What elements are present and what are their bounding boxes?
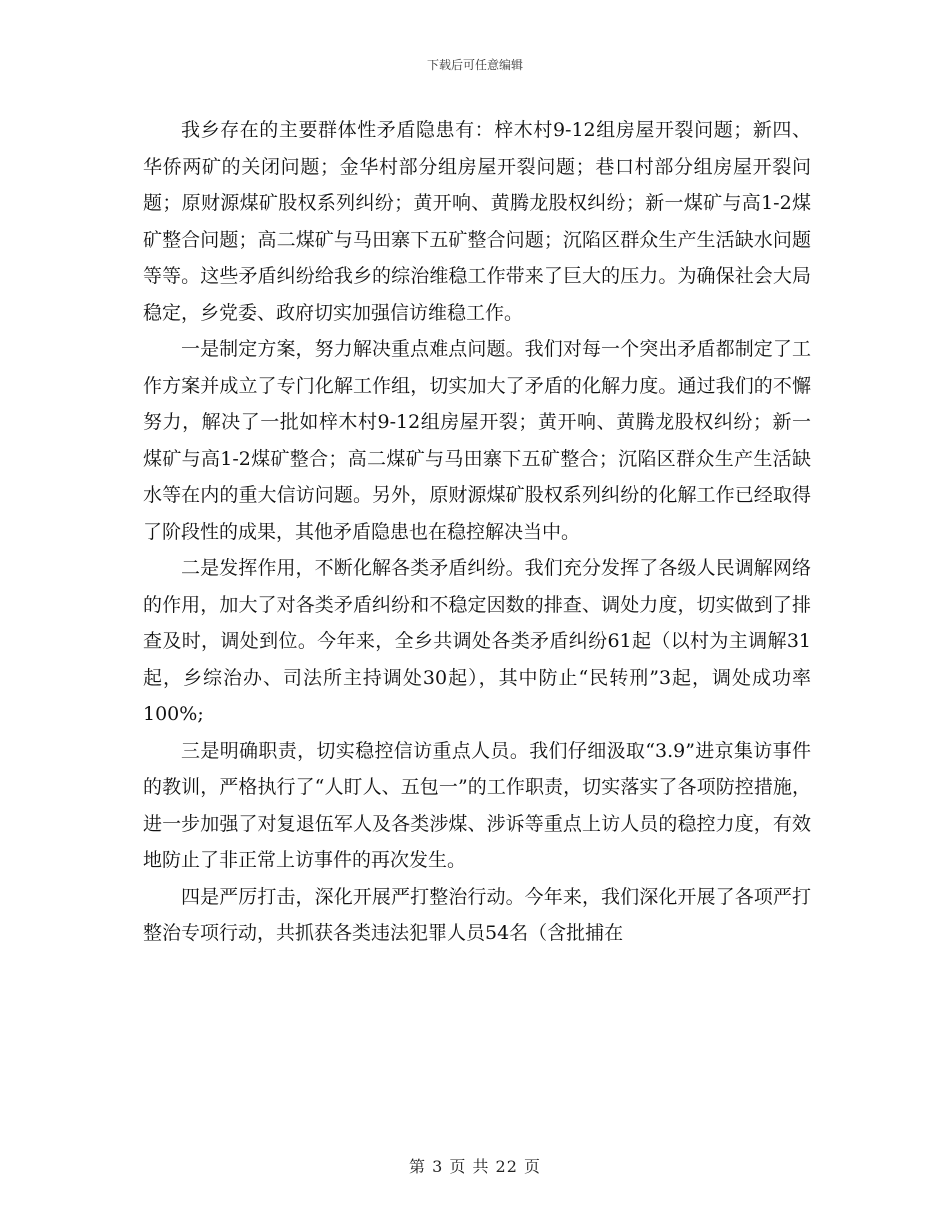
page-header: 下载后可任意编辑 bbox=[426, 58, 523, 72]
paragraph-measure-2: 二是发挥作用，不断化解各类矛盾纠纷。我们充分发挥了各级人民调解网络的作用，加大了对各类矛盾纠纷和不稳定因数的排查、调处力度，切实做到了排查及时，调处到位。今年来，全乡共调处各类矛盾纠纷61起（以村为主调解31起，乡综治办、司法所主持调处30起），其中防止“民转刑”3起，调处成功率100%; bbox=[143, 557, 811, 725]
paragraph-measure-3: 三是明确职责，切实稳控信访重点人员。我们仔细汲取“3.9”进京集访事件的教训，严格执行了“人盯人、五包一”的工作职责，切实落实了各项防控措施，进一步加强了对复退伍军人及各类涉煤、涉诉等重点上访人员的稳控力度，有效地防止了非正常上访事件的再次发生。 bbox=[143, 739, 811, 871]
document-body bbox=[143, 112, 811, 952]
page-footer: 第 3 页 共 22 页 bbox=[409, 1157, 541, 1176]
paragraph-measure-4: 四是严厉打击，深化开展严打整治行动。今年来，我们深化开展了各项严打整治专项行动，共抓获各类违法犯罪人员54名（含批捕在 bbox=[143, 885, 811, 944]
paragraph-measure-1: 一是制定方案，努力解决重点难点问题。我们对每一个突出矛盾都制定了工作方案并成立了专门化解工作组，切实加大了矛盾的化解力度。通过我们的不懈努力，解决了一批如梓木村9-12组房屋开裂；黄开响、黄腾龙股权纠纷；新一煤矿与高1-2煤矿整合；高二煤矿与马田寨下五矿整合；沉陷区群众生产生活缺水等在内的重大信访问题。另外，原财源煤矿股权系列纠纷的化解工作已经取得了阶段性的成果，其他矛盾隐患也在稳控解决当中。 bbox=[143, 338, 811, 543]
paragraph-intro: 我乡存在的主要群体性矛盾隐患有：梓木村9-12组房屋开裂问题；新四、华侨两矿的关闭问题；金华村部分组房屋开裂问题；巷口村部分组房屋开裂问题；原财源煤矿股权系列纠纷；黄开响、黄腾龙股权纠纷；新一煤矿与高1-2煤矿整合问题；高二煤矿与马田寨下五矿整合问题；沉陷区群众生产生活缺水问题等等。这些矛盾纠纷给我乡的综治维稳工作带来了巨大的压力。为确保社会大局稳定，乡党委、政府切实加强信访维稳工作。 bbox=[143, 119, 811, 324]
